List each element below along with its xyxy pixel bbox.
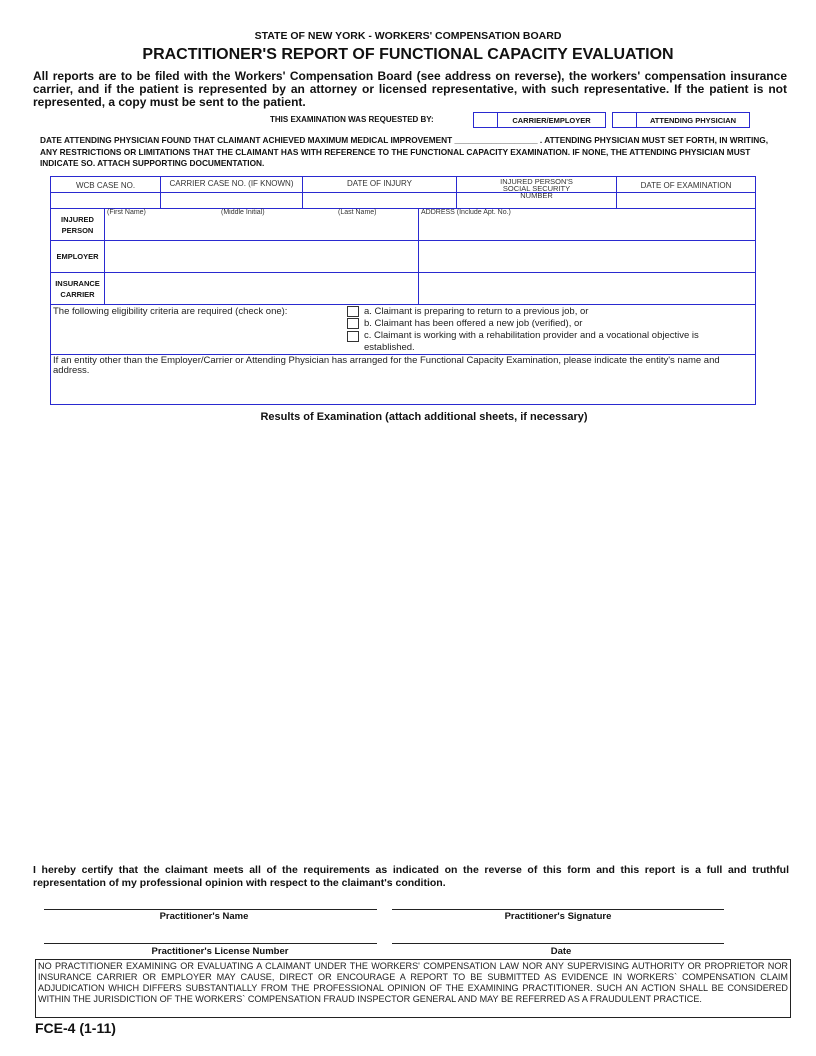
intro-text: All reports are to be filed with the Workers' Compensation Board (see address on reverse), the workers' compensation insurance carrier, and if the patient is represented by an attorney or licensed representative, with such representative. If the patient is not represented, a copy must be sent to the patient. [33,69,787,109]
carrier-case-header: CARRIER CASE NO. (IF KNOWN) [160,176,303,193]
license-number-input[interactable] [44,926,377,942]
checkbox[interactable] [347,318,359,329]
results-area[interactable] [40,430,780,850]
results-title: Results of Examination (attach additional sheets, if necessary) [260,411,588,423]
practitioner-name-label: Practitioner's Name [159,911,249,922]
date-of-exam-header: DATE OF EXAMINATION [616,176,756,193]
attending-physician-label: ATTENDING PHYSICIAN [636,112,750,128]
last-name-hint: (Last Name) [338,209,377,216]
wcb-case-input[interactable] [50,192,161,209]
requested-by-label: THIS EXAMINATION WAS REQUESTED BY: [270,115,434,124]
fraud-notice: NO PRACTITIONER EXAMINING OR EVALUATING A CLAIMANT UNDER THE WORKERS' COMPENSATION LAW NOR ANY SUPERVISING AUTHORITY OR PROPRIETOR NOR INSURANCE CARRIER OR EMPLOYER MAY CAUSE, DIRECT OR ENCOURAGE A REPORT TO BE SUBMITTED AS EVIDENCE IN WORKERS` COMPENSATION CLAIM ADJUDICATION WHICH DIFFERS SUBSTANTIALLY FROM THE PROFESSIONAL OPINION OF THE EXAMINING PRACTITIONER. SUCH AN ACTION SHALL BE CONSIDERED WITHIN THE JURISDICTION OF THE WORKERS` COMPENSATION FRAUD INSPECTOR GENERAL AND MAY BE REFERRED AS A FRAUDULENT PRACTICE. [35,959,791,1018]
injured-address-field[interactable] [418,208,756,241]
mmi-text: DATE ATTENDING PHYSICIAN FOUND THAT CLAIMANT ACHIEVED MAXIMUM MEDICAL IMPROVEMENT __________________ . ATTENDING PHYSICIAN MUST SET FORTH, IN WRITING, ANY RESTRICTIONS OR LIMITATIONS THAT THE CLAIMANT HAS WITH REFERENCE TO THE FUNCTIONAL CAPACITY EXAMINATION. IF NONE, THE ATTENDING PHYSICIAN MUST INDICATE SO. ATTACH SUPPORTING DOCUMENTATION. [40,135,769,168]
first-name-hint: (First Name) [107,209,146,216]
criteria-b[interactable]: b. Claimant has been offered a new job (verified), or [347,318,747,330]
date-of-injury-input[interactable] [302,192,457,209]
carrier-case-input[interactable] [160,192,303,209]
criteria-c[interactable]: c. Claimant is working with a rehabilitation provider and a vocational objective is established. [347,330,747,354]
license-number-label: Practitioner's License Number [151,946,289,957]
practitioner-name-input[interactable] [44,892,377,908]
carrier-name-field[interactable] [104,272,419,305]
criteria-a[interactable]: a. Claimant is preparing to return to a previous job, or [347,306,747,318]
employer-address-field[interactable] [418,240,756,273]
entity-text: If an entity other than the Employer/Carrier or Attending Physician has arranged for the Functional Capacity Examination, please indicate the entity's name and address. [53,355,720,376]
form-title: PRACTITIONER'S REPORT OF FUNCTIONAL CAPACITY EVALUATION [142,46,674,63]
practitioner-signature-input[interactable] [392,892,724,908]
practitioner-signature-label: Practitioner's Signature [504,911,612,922]
carrier-employer-checkbox[interactable] [473,112,498,128]
injured-name-field[interactable] [104,208,419,241]
ssn-header: INJURED PERSON'S SOCIAL SECURITY NUMBER [456,176,617,193]
certify-text: I hereby certify that the claimant meets all of the requirements as indicated on the reverse of this form and this report is a full and truthful representation of my professional opinion with respect to the claimant's condition. [33,864,789,889]
checkbox[interactable] [347,331,359,342]
carrier-employer-label: CARRIER/EMPLOYER [497,112,606,128]
carrier-address-field[interactable] [418,272,756,305]
eligibility-label: The following eligibility criteria are required (check one): [53,306,288,317]
insurance-carrier-label: INSURANCE CARRIER [50,272,105,305]
employer-name-field[interactable] [104,240,419,273]
middle-initial-hint: (Middle Initial) [221,209,265,216]
attending-physician-checkbox[interactable] [612,112,637,128]
entity-field[interactable] [50,354,756,405]
wcb-case-header: WCB CASE NO. [50,176,161,193]
agency-header: STATE OF NEW YORK - WORKERS' COMPENSATION BOARD [254,30,562,42]
eligibility-section [50,304,756,355]
ssn-input[interactable] [456,192,617,209]
checkbox[interactable] [347,306,359,317]
employer-label: EMPLOYER [50,240,105,273]
injured-person-label: INJURED PERSON [50,208,105,241]
address-hint: ADDRESS (Include Apt. No.) [421,209,511,216]
date-input[interactable] [392,926,724,942]
date-of-injury-header: DATE OF INJURY [302,176,457,193]
date-label: Date [550,946,572,957]
form-id: FCE-4 (1-11) [35,1020,116,1036]
date-of-exam-input[interactable] [616,192,756,209]
